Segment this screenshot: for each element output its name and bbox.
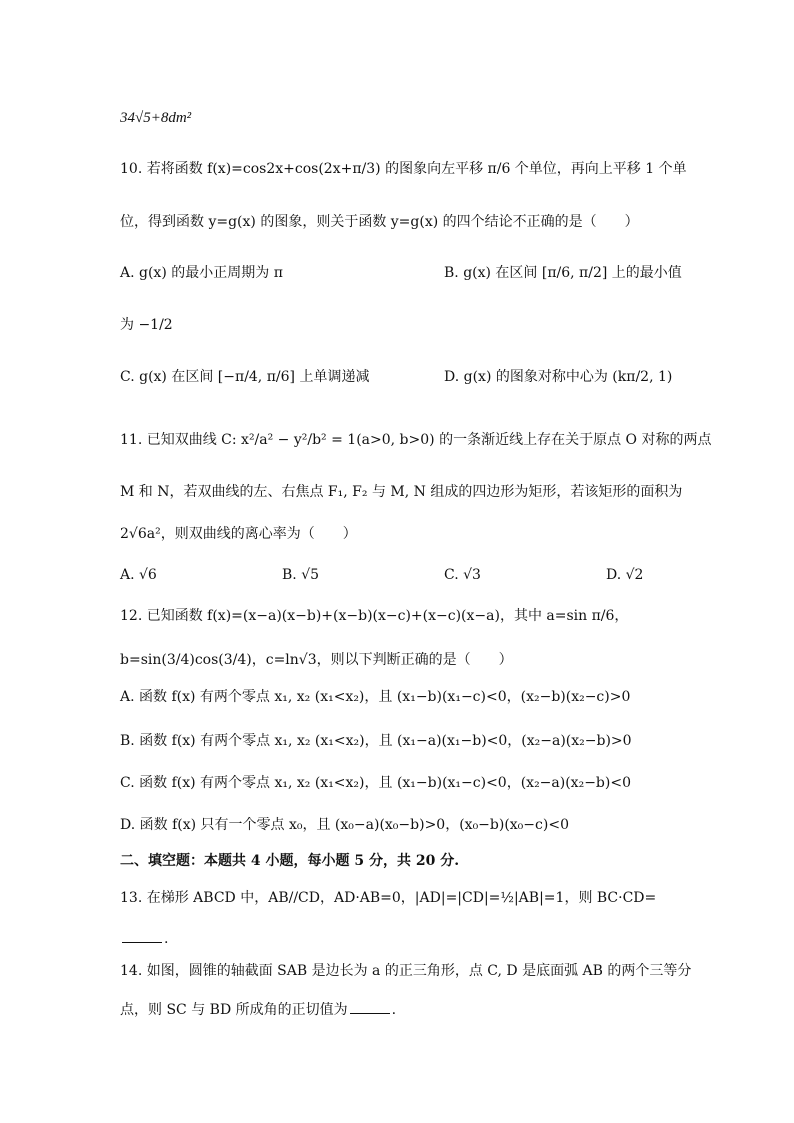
q12-option-d: D. 函数 f(x) 只有一个零点 x₀，且 (x₀−a)(x₀−b)>0，(x₀−b)(x₀−c)<0	[120, 817, 569, 833]
q14-stem-line2: 点，则 SC 与 BD 所成角的正切值为	[120, 1002, 348, 1018]
q14-answer-blank[interactable]	[350, 999, 390, 1014]
q10-option-a: A. g(x) 的最小正周期为 π	[120, 265, 283, 281]
q14-period: .	[391, 1002, 397, 1018]
q11-stem-line3: 2√6a²，则双曲线的离心率为（ ）	[120, 526, 357, 542]
q9-answer-tail: 34√5+8dm²	[120, 110, 192, 126]
q12-option-a: A. 函数 f(x) 有两个零点 x₁, x₂ (x₁<x₂)，且 (x₁−b)(x₁−c)<0，(x₂−b)(x₂−c)>0	[120, 689, 631, 705]
q12-stem-line2: b=sin(3/4)cos(3/4)，c=ln√3，则以下判断正确的是（ ）	[120, 652, 513, 668]
q12-stem-line1: 12. 已知函数 f(x)=(x−a)(x−b)+(x−b)(x−c)+(x−c)(x−a)，其中 a=sin π/6，	[120, 608, 629, 624]
q10-option-c: C. g(x) 在区间 [−π/4, π/6] 上单调递减	[120, 369, 370, 385]
q10-stem-line2: 位，得到函数 y=g(x) 的图象，则关于函数 y=g(x) 的四个结论不正确的是（ ）	[120, 214, 639, 230]
q12-option-c: C. 函数 f(x) 有两个零点 x₁, x₂ (x₁<x₂)，且 (x₁−b)(x₁−c)<0，(x₂−a)(x₂−b)<0	[120, 775, 631, 791]
q11-stem-line1: 11. 已知双曲线 C: x²/a² − y²/b² = 1(a>0, b>0) 的一条渐近线上存在关于原点 O 对称的两点	[120, 432, 712, 448]
q11-option-a: A. √6	[120, 567, 157, 583]
q11-option-d: D. √2	[606, 567, 644, 583]
q10-option-d: D. g(x) 的图象对称中心为 (kπ/2, 1)	[444, 369, 673, 385]
section-fill-in-heading: 二、填空题：本题共 4 小题，每小题 5 分，共 20 分.	[120, 853, 460, 869]
q10-option-b-cont: 为 −1/2	[120, 317, 173, 333]
q14-stem-line1: 14. 如图，圆锥的轴截面 SAB 是边长为 a 的正三角形，点 C, D 是底面弧 AB 的两个三等分	[120, 963, 692, 979]
q13-answer-blank[interactable]	[122, 928, 162, 943]
q10-stem-line1: 10. 若将函数 f(x)=cos2x+cos(2x+π/3) 的图象向左平移 π/6 个单位，再向上平移 1 个单	[120, 161, 687, 177]
q11-stem-line2: M 和 N，若双曲线的左、右焦点 F₁, F₂ 与 M, N 组成的四边形为矩形，若该矩形的面积为	[120, 484, 683, 500]
q11-option-c: C. √3	[444, 567, 481, 583]
q12-option-b: B. 函数 f(x) 有两个零点 x₁, x₂ (x₁<x₂)，且 (x₁−a)(x₁−b)<0，(x₂−a)(x₂−b)>0	[120, 733, 632, 749]
q13-stem-line1: 13. 在梯形 ABCD 中，AB//CD，AD·AB=0，|AD|=|CD|=½|AB|=1，则 BC·CD=	[120, 890, 657, 906]
q13-answer-row	[120, 928, 168, 949]
q13-period: .	[164, 931, 169, 947]
q14-stem-line2-row	[120, 999, 396, 1020]
q10-option-b: B. g(x) 在区间 [π/6, π/2] 上的最小值	[444, 265, 682, 281]
q11-option-b: B. √5	[282, 567, 320, 583]
